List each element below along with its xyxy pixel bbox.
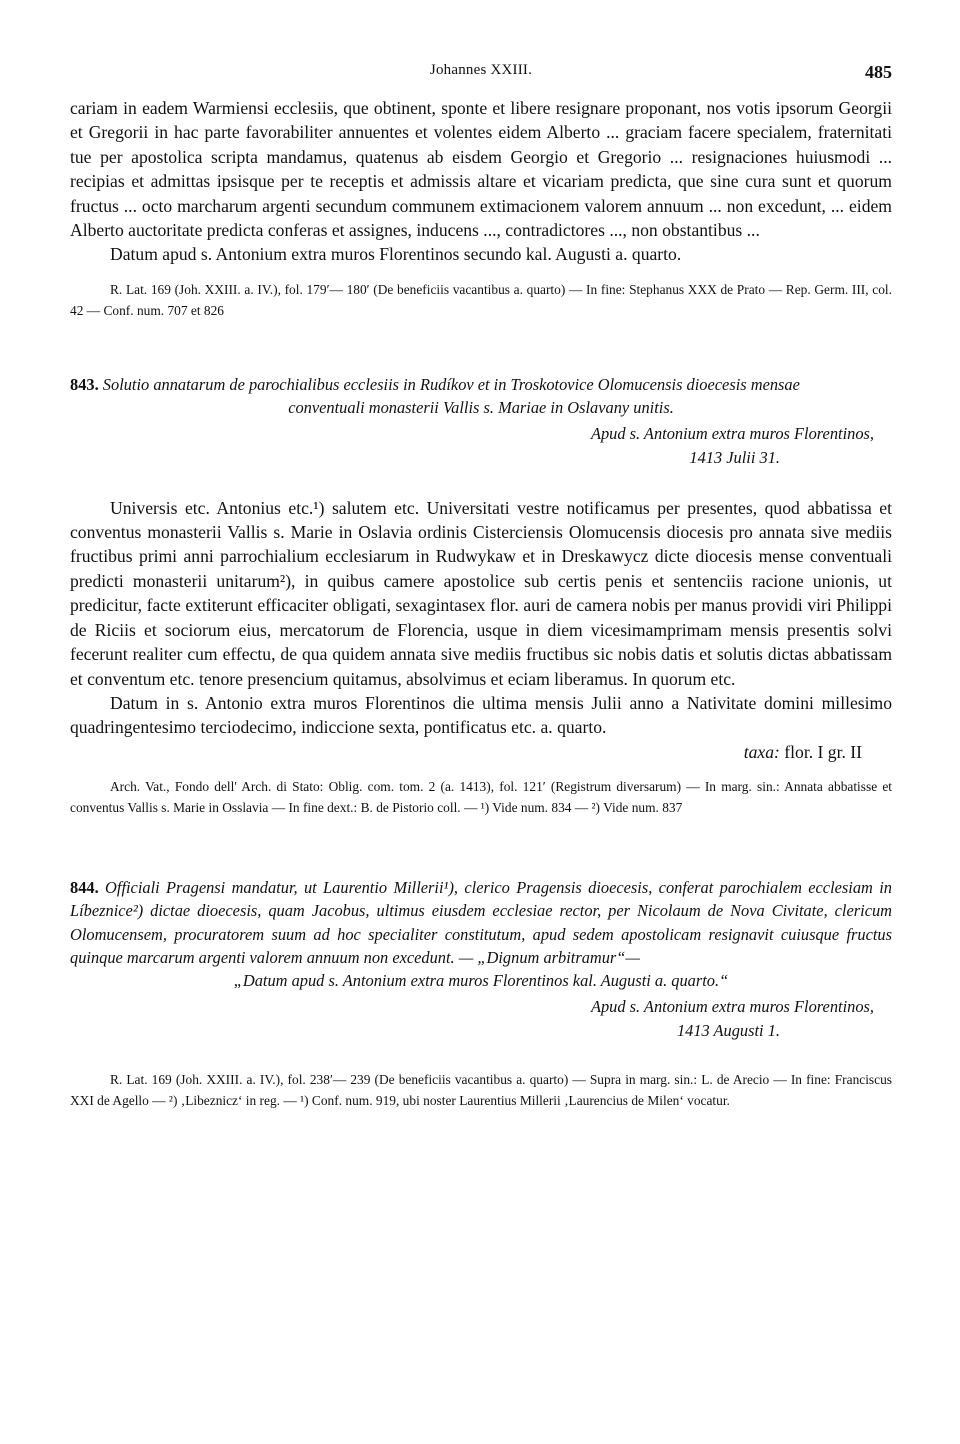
entry-843-date: 1413 Julii 31. [689, 447, 780, 467]
previous-entry-text: cariam in eadem Warmiensi ecclesiis, que obtinent, sponte et libere resignare proponant, nos votis ipsorum Georgii et Gregorii in hac parte favorabiliter annuentes et volentes eidem Alberto ... graciam facere specialem, fraternitati tue per apostolica scripta mandamus, quatenus ab eisdem Georgio et Gregorio ... resignaciones huiusmodi ... recipias et admittas ipsisque per te receptis et admissis altare et vicariam predicta, que sine cura sunt et quorum fructus ... octo marcharum argenti secundum communem extimacionem valorem annuum ... non excedunt, ... eidem Alberto auctoritate predicta conferas et assignes, inducens ..., contradictores ..., non obstantibus ... [70, 98, 892, 241]
entry-843-taxa [70, 740, 892, 764]
entry-843-text: Universis etc. Antonius etc.¹) salutem etc. Universitati vestre notificamus per presentes, quod abbatissa et conventus monasterii Vallis s. Marie in Oslavia ordinis Cisterciensis Olomucensis diocesis pro annata sive mediis fructibus primi anni parrochialium ecclesiarum in Rudwykaw et in Dreskawycz dicte diocesis mense conventuali predicti monasterii unitarum²), in quibus camere apostolice sub certis penis et sentenciis racione unionis, ut predicitur, facte extiterunt efficaciter obligati, sexagintasex flor. auri de camera nobis per manus providi viri Philippi de Riciis et sociorum eius, mercatorum de Florencia, usque in diem vicesimamprimam mensis presentis solvi fecerunt realiter cum effectu, de qua quidem annata sive mediis fructibus sic nobis datis et solutis dictas abbatissam et conventum etc. tenore presencium quitamus, absolvimus et eciam liberamus. In quorum etc. [70, 497, 892, 689]
taxa-label: taxa: [743, 741, 780, 762]
previous-entry-note: R. Lat. 169 (Joh. XXIII. a. IV.), fol. 179′— 180′ (De beneficiis vacantibus a. quarto) — In fine: Stephanus XXX de Prato — Rep. Germ. III, col. 42 — Conf. num. 707 et 826 [70, 281, 892, 318]
document-page [70, 50, 892, 1111]
entry-844-dateline [70, 995, 892, 1043]
entry-843-dateline [70, 422, 892, 470]
entry-843 [70, 373, 892, 818]
previous-entry-datum: Datum apud s. Antonium extra muros Florentinos secundo kal. Augusti a. quarto. [110, 244, 682, 265]
entry-843-summary: Solutio annatarum de parochialibus ecclesiis in Rudíkov et in Troskotovice Olomucensis dioecesis mensae [102, 374, 800, 394]
entry-844-note: R. Lat. 169 (Joh. XXIII. a. IV.), fol. 238′— 239 (De beneficiis vacantibus a. quarto) — Supra in marg. sin.: L. de Arecio — In fine: Franciscus XXI de Agello — ²) ‚Libeznicz‘ in reg. — ¹) Conf. num. 919, ubi noster Laurentius Millerii ‚Laurencius de Milen‘ vocatur. [70, 1071, 892, 1108]
entry-843-summary-line2: conventuali monasterii Vallis s. Mariae in Oslavany unitis. [288, 398, 674, 418]
entry-844-place: Apud s. Antonium extra muros Florentinos, [590, 996, 874, 1016]
page-number: 485 [865, 62, 892, 82]
entry-843-note: Arch. Vat., Fondo dell' Arch. di Stato: Oblig. com. tom. 2 (a. 1413), fol. 121′ (Registrum diversarum) — In marg. sin.: Annata abbatisse et conventus Vallis s. Marie in Osslavia — In fine dext.: B. de Pistorio coll. — ¹) Vide num. 834 — ²) Vide num. 837 [70, 778, 892, 815]
entry-843-summary-cont [70, 396, 892, 419]
entry-844-heading [70, 876, 892, 970]
entry-843-heading [70, 373, 892, 396]
entry-843-datum: Datum in s. Antonio extra muros Florentinos die ultima mensis Julii anno a Nativitate domini millesimo quadringentesimo terciodecimo, indiccione sexta, pontificatus etc. a. quarto. [70, 692, 892, 738]
entry-844-summary: Officiali Pragensi mandatur, ut Laurentio Millerii¹), clerico Pragensis dioecesis, conferat parochialem ecclesiam in Líbeznice²) dictae dioecesis, quam Jacobus, ultimus eiusdem ecclesiae rector, per Nicolaum de Nova Civitate, clericum Olomucensem, procuratorem suum ad hoc specialiter constitutum, apud sedem apostolicam resignavit cuiusque fructus quinque marcarum argenti valorem annuum non excedunt. — „Dignum arbitramur“— [70, 877, 892, 967]
entry-844-number: 844. [70, 877, 99, 897]
entry-844-date: 1413 Augusti 1. [676, 1020, 780, 1040]
entry-844-summary-cont [70, 969, 892, 992]
entry-844-summary-line2: „Datum apud s. Antonium extra muros Florentinos kal. Augusti a. quarto.“ [233, 971, 729, 991]
entry-844 [70, 876, 892, 1111]
entry-843-place: Apud s. Antonium extra muros Florentinos, [590, 423, 874, 443]
running-title: Johannes XXIII. [429, 62, 533, 78]
entry-843-number: 843. [70, 374, 99, 394]
running-head [70, 50, 892, 86]
taxa-value: flor. I gr. II [779, 741, 862, 762]
